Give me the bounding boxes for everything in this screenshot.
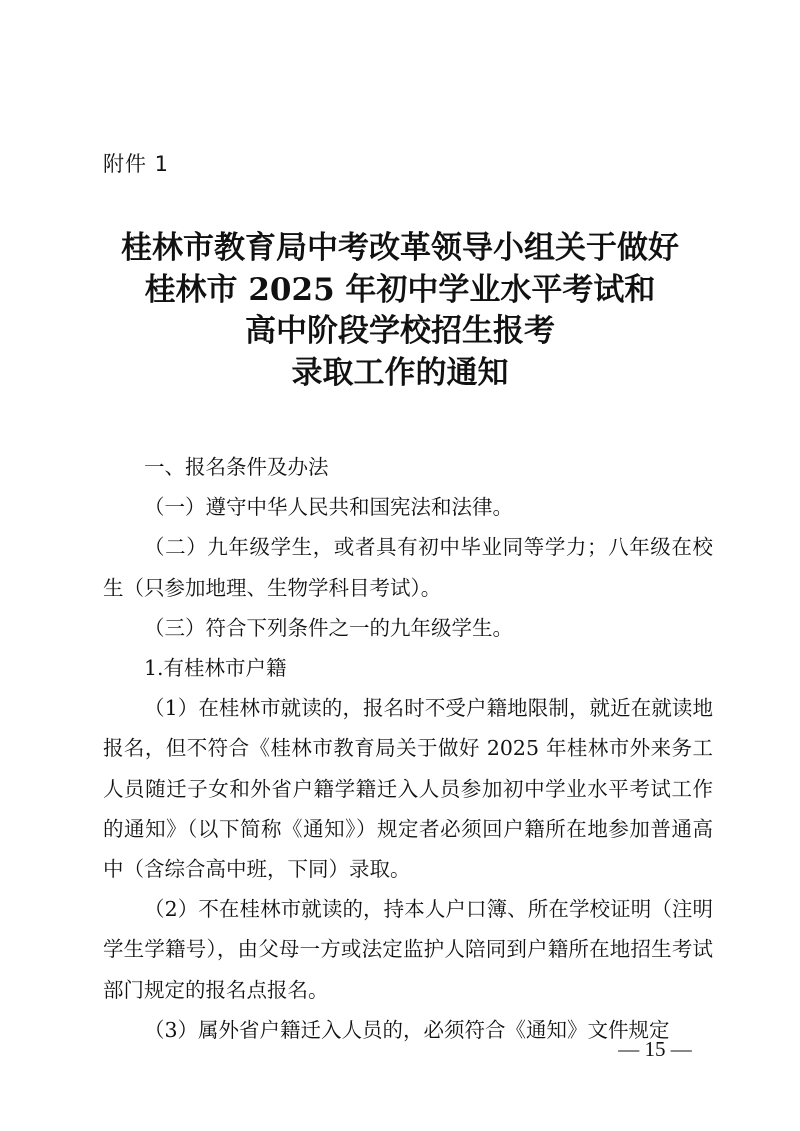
section-heading: 一、报名条件及办法 bbox=[144, 455, 329, 479]
document-body bbox=[103, 447, 713, 1050]
paragraph: （一）遵守中华人民共和国宪法和法律。 bbox=[144, 495, 513, 520]
attachment-label: 附件 1 bbox=[103, 152, 170, 176]
paragraph: （三）符合下列条件之一的九年级学生。 bbox=[144, 615, 513, 640]
paragraph: （二）九年级学生，或者具有初中毕业同等学力；八年级在校生（只参加地理、生物学科目考试）。 bbox=[103, 535, 713, 600]
document-title bbox=[100, 228, 700, 394]
paragraph: （1）在桂林市就读的，报名时不受户籍地限制，就近在就读地报名，但不符合《桂林市教育局关于做好 2025 年桂林市外来务工人员随迁子女和外省户籍学籍迁入人员参加初中学业水平考试工作的通知》（以下简称《通知》）规定者必须回户籍所在地参加普通高中（含综合高中班，下同）录取。 bbox=[103, 696, 713, 882]
subheading: 1.有桂林市户籍 bbox=[144, 656, 287, 681]
paragraph: （3）属外省户籍迁入人员的，必须符合《通知》文件规定 bbox=[144, 1017, 670, 1042]
title-line-2: 桂林市 2025 年初中学业水平考试和 bbox=[144, 271, 656, 308]
page-number: — 15 — bbox=[618, 1037, 692, 1061]
paragraph: （2）不在桂林市就读的，持本人户口簿、所在学校证明（注明学生学籍号），由父母一方或法定监护人陪同到户籍所在地招生考试部门规定的报名点报名。 bbox=[103, 897, 713, 1002]
title-line-3: 高中阶段学校招生报考 bbox=[245, 313, 555, 349]
title-line-1: 桂林市教育局中考改革领导小组关于做好 bbox=[121, 230, 679, 266]
title-line-4: 录取工作的通知 bbox=[291, 354, 509, 391]
